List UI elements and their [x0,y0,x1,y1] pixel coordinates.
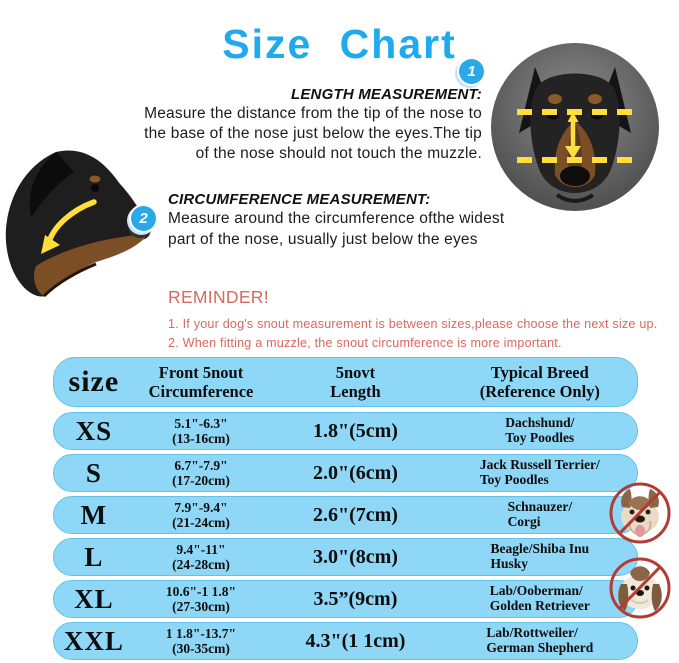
reminder-heading: REMINDER! [168,287,269,307]
no-bulldog-icon [608,481,672,545]
length-measurement-heading: LENGTH MEASUREMENT: [290,86,482,103]
table-header-row [53,357,638,407]
no-shihtzu-icon [608,556,672,620]
step-1-badge [459,59,484,84]
length-cell: 2.6"(7cm) [312,503,398,526]
circumference-cell: 7.9"-9.4" (21-24cm) [172,500,230,530]
doberman-front-image [491,43,659,211]
breed-cell: Schnauzer/ Corgi [507,498,573,530]
table-row-l [53,538,638,576]
table-row-xl [53,580,638,618]
step-2-badge [131,206,156,231]
length-cell: 4.3"(1 1cm) [305,629,406,652]
length-cell: 3.0"(8cm) [312,545,398,568]
table-row-s [53,454,638,492]
table-row-xs [53,412,638,450]
size-label: L [84,541,104,572]
reminder-item-2: 2. When fitting a muzzle, the snout circumference is more important. [168,336,562,350]
circumference-measurement-line: Measure around the circumference ofthe widest [168,210,505,227]
length-measurement-line: the base of the nose just below the eyes.The tip [144,125,482,142]
header-length: 5novt Length [330,363,381,401]
breed-cell: Lab/Rottweiler/ German Shepherd [486,624,594,656]
length-measurement-line: Measure the distance from the tip of the nose to [144,105,482,122]
circumference-cell: 5.1"-6.3" (13-16cm) [172,416,230,446]
size-label: XL [74,583,114,614]
circumference-cell: 6.7"-7.9" (17-20cm) [172,458,230,488]
breed-cell: Beagle/Shiba Inu Husky [490,540,590,572]
length-cell: 2.0"(6cm) [312,461,398,484]
table-row-m [53,496,638,534]
breed-cell: Lab/Ooberman/ Golden Retriever [489,582,590,614]
size-label: XXL [63,625,124,656]
dog-front-photo [491,43,659,211]
reminder-item-1: 1. If your dog's snout measurement is between sizes,please choose the next size up. [168,317,658,331]
size-label: M [80,499,108,530]
length-cell: 1.8"(5cm) [312,419,398,442]
header-circumference: Front 5nout Circumference [148,363,254,401]
circumference-cell: 10.6"-1 1.8" (27-30cm) [165,584,237,614]
reminder-section [168,287,657,353]
circumference-cell: 1 1.8"-13.7" (30-35cm) [165,626,237,656]
size-label: XS [75,415,113,446]
circumference-measurement-line: part of the nose, usually just below the eyes [168,231,478,248]
header-size: size [68,365,120,398]
step-1-number: 1 [467,63,476,80]
circumference-measurement-heading: CIRCUMFERENCE MEASUREMENT: [168,191,431,208]
length-cell: 3.5”(9cm) [313,587,398,610]
circumference-measurement-section [168,191,528,250]
header-breed: Typical Breed (Reference Only) [479,363,600,401]
table-row-xxl [53,622,638,660]
page-title: Size Chart [222,21,457,68]
breed-cell: Jack Russell Terrier/ Toy Poodles [479,456,600,488]
step-2-number: 2 [139,210,148,227]
size-label: S [85,457,102,488]
length-measurement-line: of the nose should not touch the muzzle. [195,145,482,162]
breed-cell: Dachshund/ Toy Poodles [505,414,575,446]
circumference-cell: 9.4"-11" (24-28cm) [172,542,230,572]
